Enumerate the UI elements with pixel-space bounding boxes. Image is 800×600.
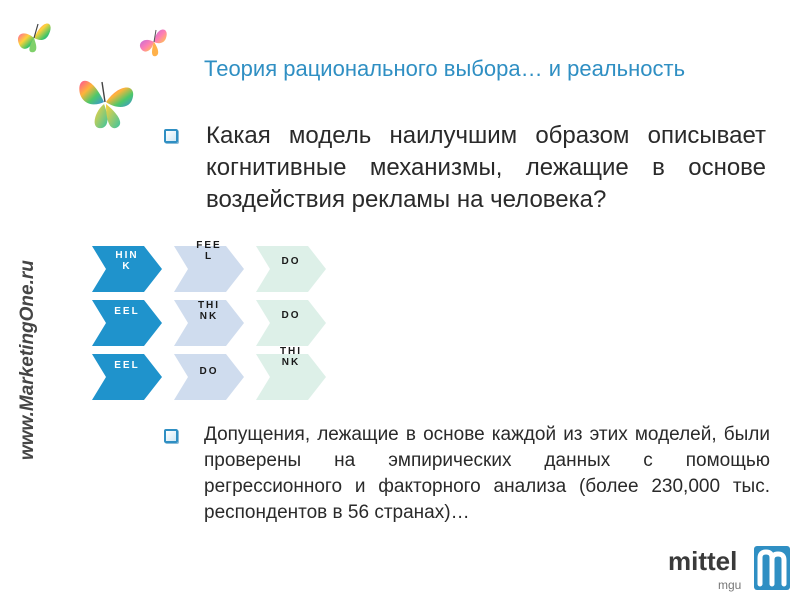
chevron-label: DO — [281, 310, 301, 321]
chevron-dark — [92, 354, 162, 400]
bullet-question-text: Какая модель наилучшим образом описывает когнитивные механизмы, лежащие в основе воздействия рекламы на человека? — [206, 122, 766, 213]
chevron-label: THINK — [279, 346, 303, 368]
square-bullet-icon — [164, 129, 178, 143]
butterfly-icon — [134, 24, 174, 62]
chevron-light — [256, 346, 326, 400]
chevron-label: FEEL — [196, 240, 222, 262]
chevron-label: EEL — [114, 360, 140, 371]
website-url: www.MarketingOne.ru — [17, 260, 38, 460]
chevron-mid — [174, 240, 244, 292]
chevron-mid — [174, 354, 244, 400]
chevron-label: HINK — [115, 250, 139, 272]
square-bullet-icon — [164, 429, 178, 443]
bullet-question — [164, 120, 774, 216]
chevron-light — [256, 300, 326, 346]
chevron-label: THINK — [197, 300, 221, 322]
chevron-light — [256, 246, 326, 292]
butterfly-icon — [14, 14, 54, 58]
chevron-dark — [92, 246, 162, 292]
bullet-assumptions — [164, 422, 774, 526]
bullet-assumptions-text: Допущения, лежащие в основе каждой из этих моделей, были проверены на эмпирических данных с помощью регрессионного и факторного анализа (более 230,000 тыс. респондентов в 56 странах)… — [204, 424, 770, 523]
chevron-mid — [174, 300, 244, 346]
butterfly-icon — [76, 68, 138, 134]
mittel-m-icon — [754, 546, 790, 590]
chevron-label: DO — [281, 256, 301, 267]
chevron-dark — [92, 300, 162, 346]
model-chevron-diagram — [92, 240, 342, 406]
logo-word: mittel — [668, 546, 738, 576]
logo-sub: mgu — [718, 578, 742, 592]
chevron-label: DO — [199, 366, 219, 377]
chevron-label: EEL — [114, 306, 140, 317]
mittel-logo — [662, 544, 792, 594]
slide-title: Теория рационального выбора… и реальность — [204, 56, 686, 81]
